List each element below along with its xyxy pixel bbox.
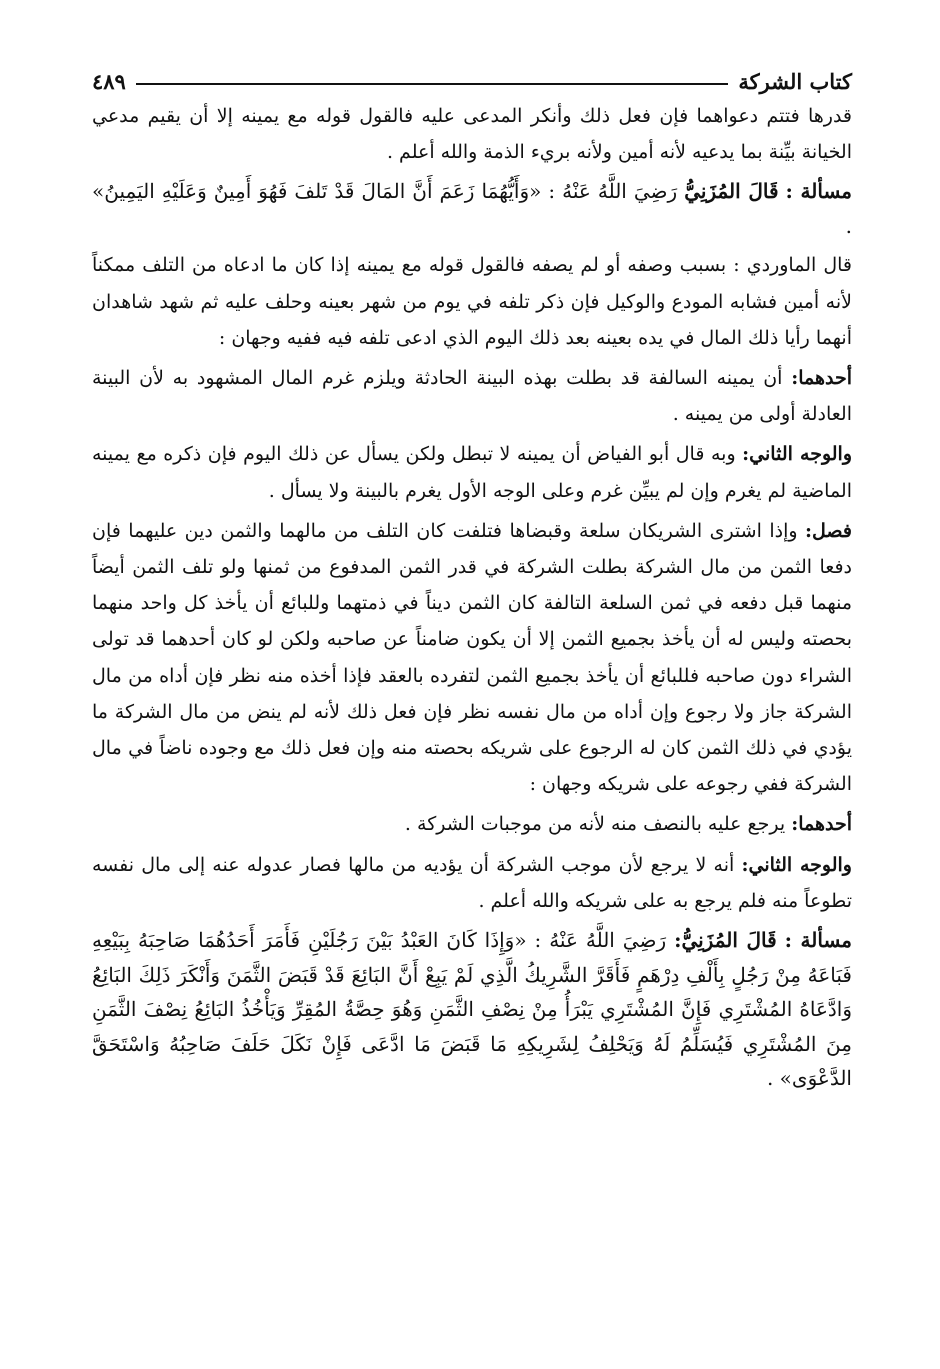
paragraph-2: قال الماوردي : بسبب وصفه أو لم يصفه فالقول قوله مع يمينه إذا كان ما ادعاه من التلف ممكناً لأنه أمين فشابه المودع والوكيل فإن ذكر تلفه في يوم من شهر بعينه وحلف عليه ثم شهد شاهدان أنهما رأيا ذلك المال في يده بعينه بعد ذلك اليوم الذي ادعى تلفه فيه ففيه وجهان : [92,254,852,349]
paragraph-4-label: والوجه الثاني: [742,443,853,466]
masala-2-speaker: قَالَ المُزَنِيُّ: [674,928,777,953]
paragraph-4-text: وبه قال أبو الفياض أن يمينه لا تبطل ولكن يسأل عن ذلك اليوم فإن ذكره مع يمينه الماضية لم يغرم وإن لم يبيِّن غرم وعلى الوجه الأول يغرم بالبينة ولا يسأل . [92,443,852,502]
paragraph-6-label: أحدهما: [791,813,852,836]
paragraph-7-text: أنه لا يرجع لأن موجب الشركة أن يؤديه من مالها فصار عدوله عنه إلى مال نفسه تطوعاً منه فلم يرجع به على شريكه والله أعلم . [92,853,852,912]
masala-1-text: رَضِيَ اللَّهُ عَنْهُ : «وَأَيُّهُمَا زَعَمَ أَنَّ المَالَ قَدْ تَلفَ فَهُوَ أَمِينٌ وَعَلَيْهِ اليَمِينُ» . [92,179,852,238]
paragraph-3-text: أن يمينه السالفة قد بطلت بهذه البينة الحادثة ويلزم غرم المال المشهود به لأن البينة العادلة أولى من يمينه . [92,367,852,426]
paragraph-3 [92,360,852,432]
paragraph-7-label: والوجه الثاني: [741,853,852,876]
chapter-title: كتاب الشركة [738,69,852,94]
paragraph-1: قدرها فتتم دعواهما فإن فعل ذلك وأنكر المدعى عليه فالقول قوله مع يمينه إلا أن يقيم مدعي الخيانة بيِّنة بما يدعيه لأنه أمين ولأنه بريء الذمة والله أعلم . [92,105,852,164]
paragraph-4 [92,436,852,508]
masala-2-label: مسألة : [784,928,853,953]
paragraph-6-text: يرجع عليه بالنصف منه لأنه من موجبات الشركة . [404,813,786,836]
header-rule [136,83,729,85]
paragraph-7 [92,847,852,919]
page-number: ٤٨٩ [92,69,126,94]
fasl-text: وإذا اشترى الشريكان سلعة وقبضاها فتلفت كان التلف من مالهما والثمن دين عليهما فإن دفعا الثمن من مال الشركة بطلت الشركة في قدر الثمن المدفوع من ثمنها ولو تلف الثمن أيضاً منهما قبل دفعه في ثمن السلعة التالفة كان الثمن ديناً في ذمتهما وللبائع أن يأخذ كل واحد منهما بحصته وليس له أن يأخذ بجميع الثمن إلا أن يكون ضامناً عن صاحبه ولكن لو كان أحدهما قد تولى الشراء دون صاحبه فللبائع أن يأخذ بجميع الثمن لتفرده بالعقد فإذا أخذه منه نظر فإن أداه من مال الشركة جاز ولا رجوع وإن أداه من مال نفسه نظر فإن فعل ذلك لأنه لم ينض من مال الشركة ما يؤدي في ذلك الثمن كان له الرجوع على شريكه بحصته منه وإن فعل ذلك مع وجوده ناضاً في مال الشركة ففي رجوعه على شريكه وجهان : [92,519,852,796]
masala-1-label: مسألة : [785,179,853,204]
masala-1-speaker: قَالَ المُزَنِيُّ [684,179,779,204]
masala-2 [92,923,852,1096]
paragraph-3-label: أحدهما: [791,367,852,390]
fasl-label: فصل: [805,519,852,542]
paragraph-6 [92,806,852,842]
running-header [92,60,852,94]
masala-1 [92,174,852,243]
fasl-section [92,513,852,803]
masala-2-text: رَضِيَ اللَّهُ عَنْهُ : «وَإِذَا كَانَ العَبْدُ بَيْنَ رَجُلَيْنِ فَأَمَرَ أَحَدُهُمَا صَاحِبَهُ بِبَيْعِهِ فَبَاعَهُ مِنْ رَجُلٍ بِأَلْفِ دِرْهَمٍ فَأَقَرَّ الشَّرِيكُ الَّذِي لَمْ يَبِعْ أَنَّ البَائِعَ قَدْ قَبَضَ الثَّمَنَ وَأَنْكَرَ ذَلِكَ البَائِعُ وَادَّعَاهُ المُشْتَرِي فَإِنَّ المُشْتَرِي يَبْرَأُ مِنْ نِصْفِ الثَّمَنِ وَهُوَ حِصَّةُ المُقِرِّ وَيَأْخُذُ البَائِعُ نِصْفَ الثَّمَنِ مِنَ المُشْتَرِي فَيُسَلِّمُ لَهُ وَيَحْلِفُ لِشَرِيكِهِ مَا قَبَضَ مَا ادَّعَى فَإِنْ نَكَلَ حَلَفَ صَاحِبُهُ وَاسْتَحَقَّ الدَّعْوَى» . [92,928,852,1091]
